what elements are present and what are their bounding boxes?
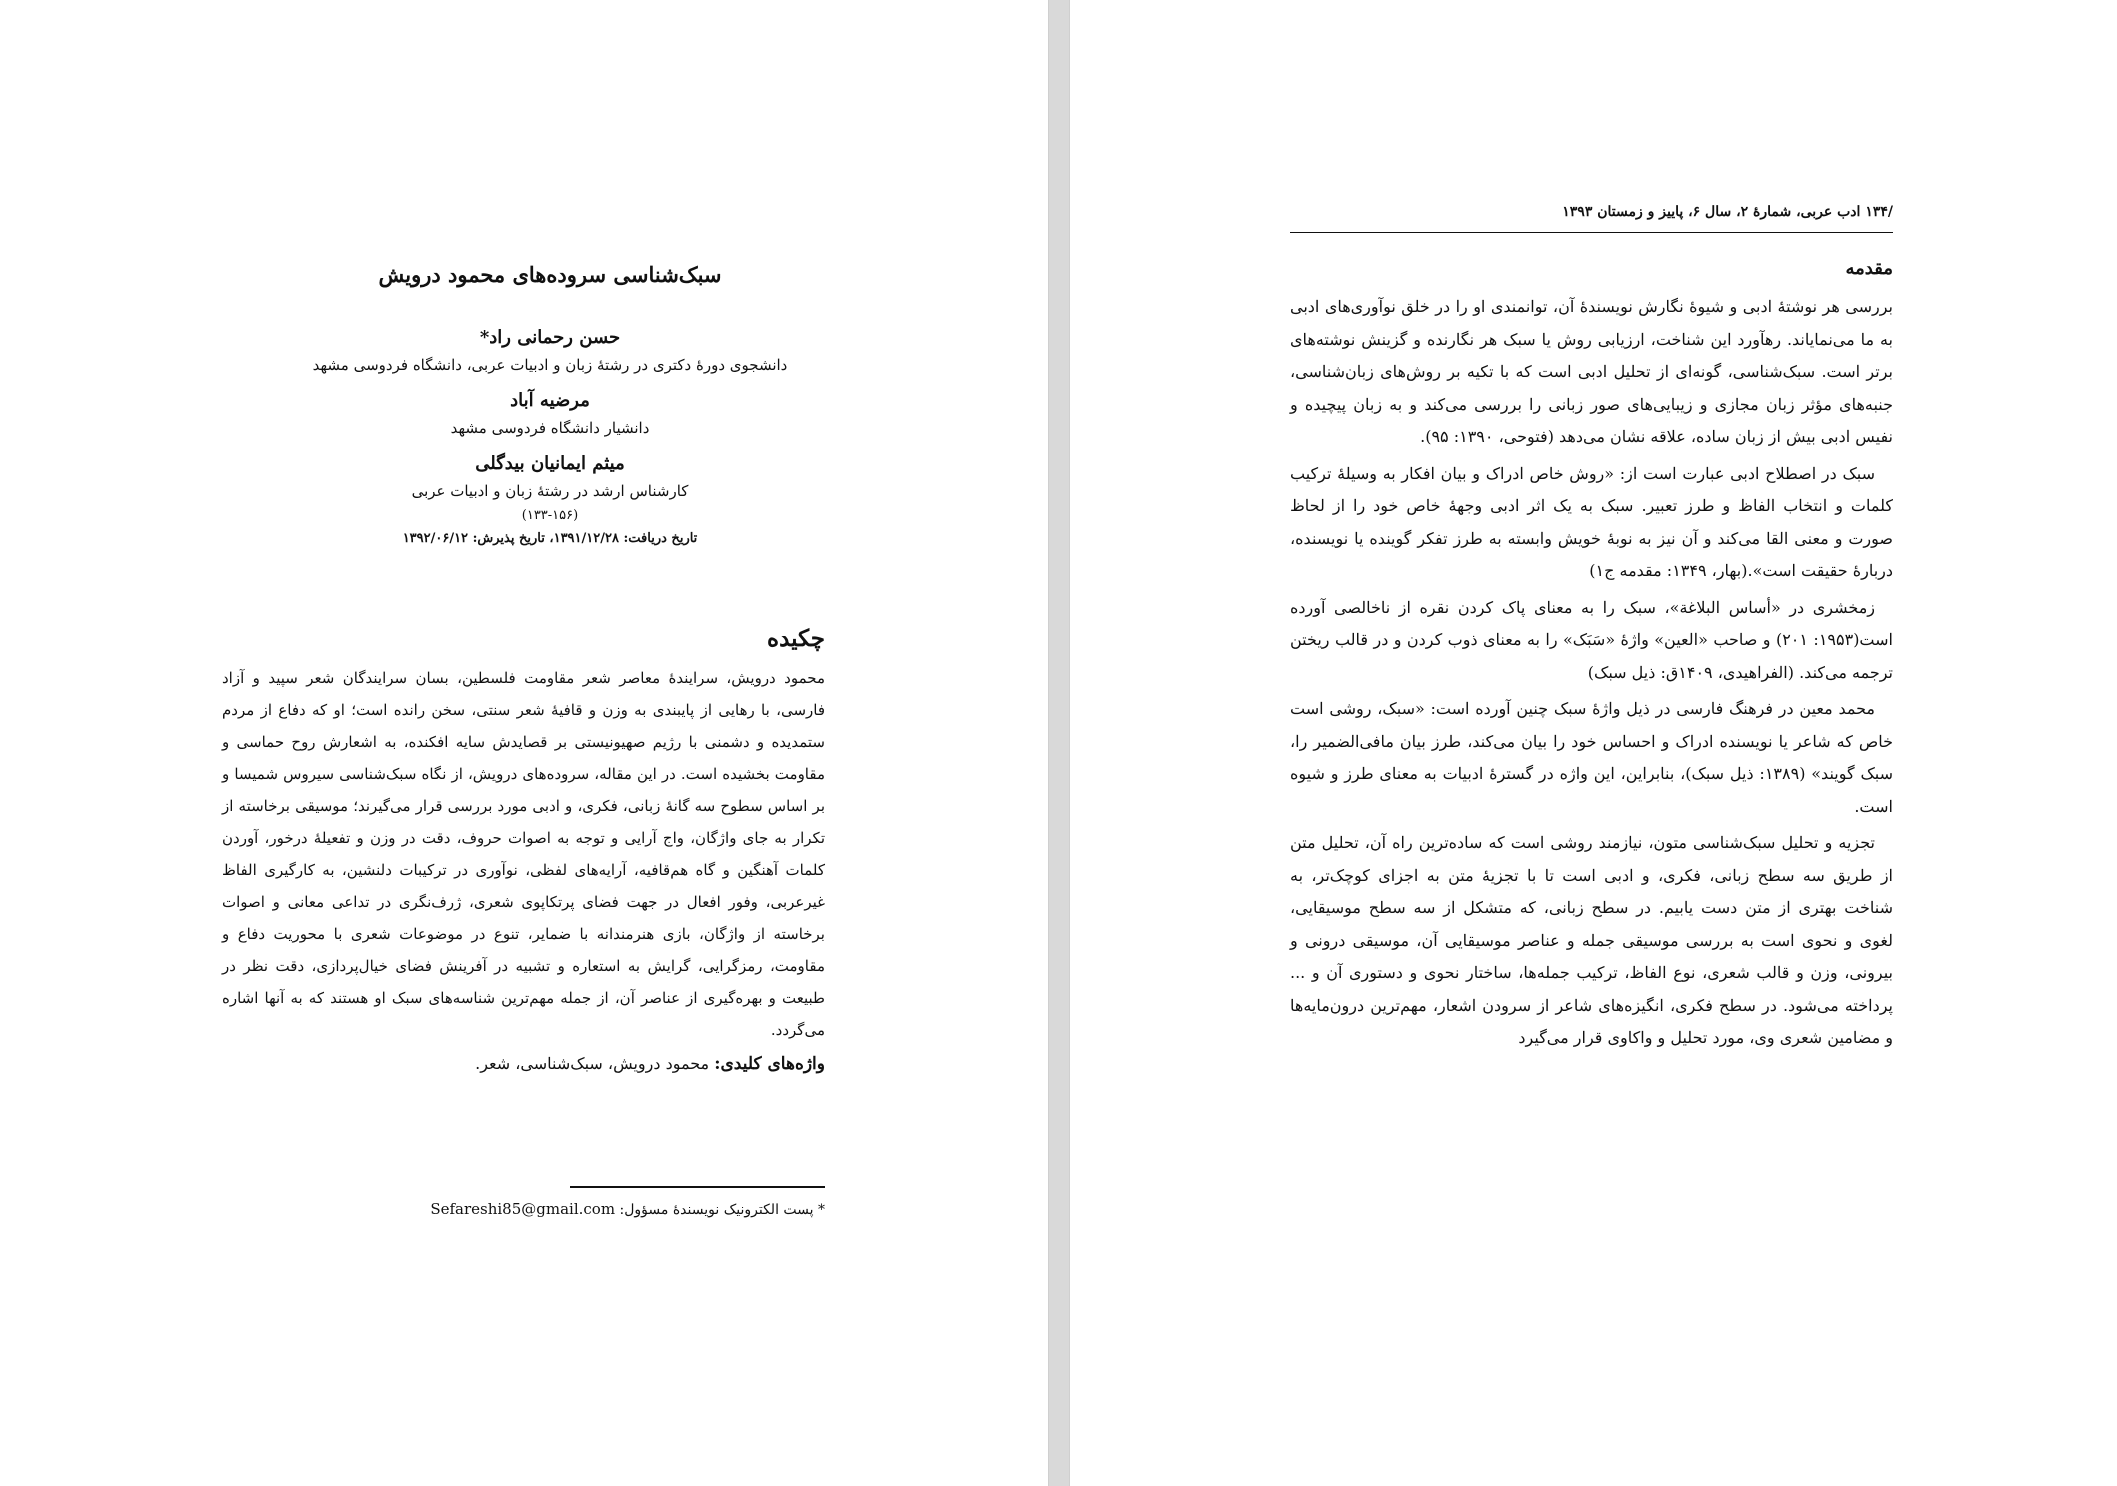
introduction-section bbox=[1290, 258, 1893, 1059]
body-paragraph-5: تجزیه و تحلیل سبک‌شناسی متون، نیازمند روشی است که ساده‌ترین راه آن، تحلیل متن از طریق سه سطح زبانی، فکری، و ادبی است تا با تجزیۀ متن به اجزای کوچک‌تر، به شناخت بهتری از متن دست یابیم. در سطح زبانی، که متشکل از سه سطح موسیقایی، لغوی و نحوی است به بررسی موسیقی جمله و عناصر موسیقایی آن، موسیقی درونی و بیرونی، وزن و قالب شعری، نوع الفاظ، ترکیب جمله‌ها، ساختار نحوی و دستوری آن و ... پرداخته می‌شود. در سطح فکری، انگیزه‌های شاعر از سرودن اشعار، مهم‌ترین درون‌مایه‌ها و مضامین شعری وی، مورد تحلیل و واکاوی قرار می‌گیرد bbox=[1290, 833, 1893, 1047]
introduction-heading: مقدمه bbox=[1845, 258, 1893, 279]
abstract-section bbox=[222, 625, 825, 1046]
title-block bbox=[200, 262, 900, 554]
author-2-affiliation: دانشیار دانشگاه فردوسی مشهد bbox=[450, 419, 650, 437]
author-1-affiliation: دانشجوی دورۀ دکتری در رشتۀ زبان و ادبیات عربی، دانشگاه فردوسی مشهد bbox=[312, 356, 788, 374]
keywords-line bbox=[222, 1054, 825, 1074]
running-header: /۱۳۴ ادب عربی، شمارۀ ۲، سال ۶، پاییز و زمستان ۱۳۹۳ bbox=[1562, 204, 1893, 220]
footnote-divider bbox=[570, 1186, 825, 1188]
author-3-affiliation: کارشناس ارشد در رشتۀ زبان و ادبیات عربی bbox=[411, 482, 689, 500]
header-divider bbox=[1290, 232, 1893, 233]
left-page bbox=[0, 0, 1049, 1486]
abstract-heading: چکیده bbox=[767, 625, 825, 652]
footnote bbox=[300, 1200, 825, 1218]
keywords-text: محمود درویش، سبک‌شناسی، شعر. bbox=[475, 1054, 710, 1073]
author-2-name: مرضیه آباد bbox=[510, 390, 590, 411]
keywords-label: واژه‌های کلیدی: bbox=[714, 1054, 825, 1074]
abstract-text: محمود درویش، سرایندۀ معاصر شعر مقاومت فلسطین، بسان سرایندگان شعر سپید و آزاد فارسی، با رهایی از پایبندی به وزن و قافیۀ شعر سنتی، سخن رانده است؛ او که دفاع از مردم ستمدیده و دشمنی با رژیم صهیونیستی بر قصایدش سایه افکنده، به اشعارش روح حماسی و مقاومت بخشیده است. در این مقاله، سروده‌های درویش، از نگاه سبک‌شناسی سیروس شمیسا و بر اساس سطوح سه گانۀ زبانی، فکری، و ادبی مورد بررسی قرار می‌گیرند؛ موسیقی برخاسته از تکرار به جای واژگان، واج آرایی و توجه به اصوات حروف، دقت در وزن و تفعیلۀ درخور، آوردن کلمات آهنگین و گاه هم‌قافیه، آرایه‌های لفظی، نوآوری در ترکیبات دلنشین، به کارگیری الفاظ غیرعربی، وفور افعال در جهت فضای پرتکاپوی شعری، ژرف‌نگری در تداعی معانی و اصوات برخاسته از واژگان، بازی هنرمندانه با ضمایر، تنوع در موضوعات شعری با محوریت دفاع و مقاومت، رمزگرایی، گرایش به استعاره و تشبیه در آفرینش فضای خیال‌پردازی، دقت نظر در طبیعت و بهره‌گیری از عناصر آن، از جمله مهم‌ترین شناسه‌های سبک او هستند که به آنها اشاره می‌گردد. bbox=[222, 669, 825, 1039]
author-3-name: میثم ایمانیان بیدگلی bbox=[475, 453, 625, 474]
author-1-name: حسن رحمانی راد* bbox=[479, 327, 621, 348]
footnote-email: Sefareshi85@gmail.com bbox=[430, 1200, 616, 1218]
body-paragraph-1: بررسی هر نوشتۀ ادبی و شیوۀ نگارش نویسندۀ آن، توانمندی او را در خلق نوآوری‌های ادبی به ما می‌نمایاند. رهآورد این شناخت، ارزیابی روش یا سبک هر نگارنده و گزینش نوشته‌های برتر است. سبک‌شناسی، گونه‌ای از تحلیل ادبی است که با تکیه بر روش‌های زبان‌شناسی، جنبه‌های مؤثر زبان مجازی و زیبایی‌های صور زبانی را بررسی می‌کند و به زبان پیچیده و نفیس ادبی بیش از زبان ساده، علاقه نشان می‌دهد (فتوحی، ۱۳۹۰: ۹۵). bbox=[1290, 297, 1893, 446]
page-range: (۱۳۳-۱۵۶) bbox=[521, 508, 579, 523]
body-paragraph-3: زمخشری در «أساس البلاغة»، سبک را به معنای پاک کردن نقره از ناخالصی آورده است(۱۹۵۳: ۲۰۱) و صاحب «العین» واژۀ «سَبَک» را به معنای ذوب کردن و در قالب ریختن ترجمه می‌کند. (الفراهیدی، ۱۴۰۹ق: ذیل سبک) bbox=[1290, 597, 1893, 682]
received-accepted-dates: تاریخ دریافت: ۱۳۹۱/۱۲/۲۸، تاریخ پذیرش: ۱۳۹۲/۰۶/۱۲ bbox=[402, 531, 698, 546]
body-paragraph-4: محمد معین در فرهنگ فارسی در ذیل واژۀ سبک چنین آورده است: «سبک، روشی است خاص که شاعر یا نویسنده ادراک و احساس خود را بیان می‌کند، طرز بیان مافی‌الضمیر را، سبک گویند» (۱۳۸۹: ذیل سبک)، بنابراین، این واژه در گسترۀ ادبیات به معنای طرز و شیوه است. bbox=[1290, 699, 1894, 816]
footnote-label: * پست الکترونیک نویسندۀ مسؤول: bbox=[619, 1202, 825, 1218]
body-paragraph-2: سبک در اصطلاح ادبی عبارت است از: «روش خاص ادراک و بیان افکار به وسیلۀ ترکیب کلمات و انتخاب الفاظ و طرز تعبیر. سبک به یک اثر ادبی وجهۀ خاص خود را از لحاظ صورت و معنی القا می‌کند و آن نیز به نوبۀ خویش وابسته به طرز تفکر گوینده یا نویسنده، دربارۀ حقیقت است».(بهار، ۱۳۴۹: مقدمه ج۱) bbox=[1290, 463, 1893, 580]
article-title: سبک‌شناسی سروده‌های محمود درویش bbox=[378, 262, 722, 287]
